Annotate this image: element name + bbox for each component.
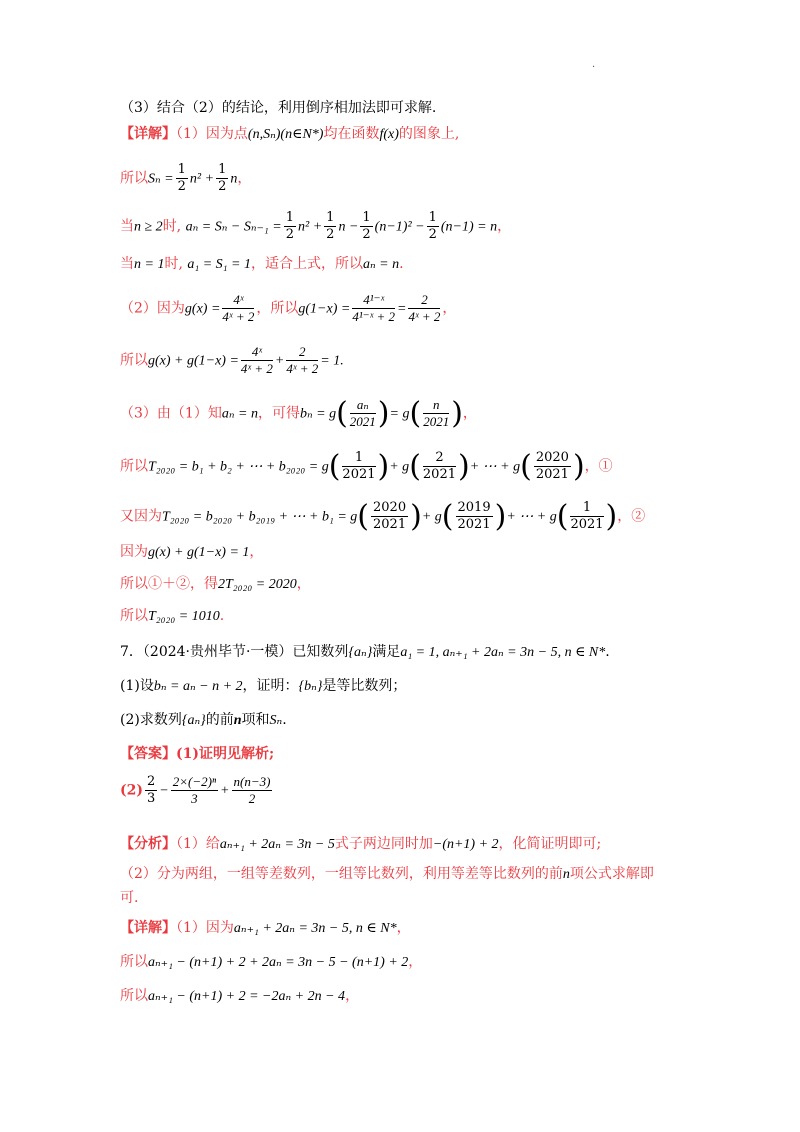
math: aₙ₊₁ + 2aₙ = 3n − 5 [219, 837, 335, 852]
math: Sₙ [269, 713, 283, 728]
detail2-line-1 [120, 918, 411, 939]
paren: ( [336, 395, 348, 431]
text: 项公式求解即 [569, 866, 654, 882]
question-7-part-1 [120, 676, 406, 697]
analysis-line-1 [120, 834, 601, 855]
math: + ⋯ + g [506, 509, 557, 525]
text: . [605, 644, 610, 660]
text: ，证明： [242, 678, 299, 694]
math: = g [389, 406, 410, 422]
denominator: 2021 [349, 414, 376, 429]
paren: ) [451, 395, 463, 431]
math: −(n+1) + 2 [432, 837, 499, 852]
paren: ) [410, 498, 422, 534]
fraction [360, 210, 372, 243]
text: . [282, 712, 287, 728]
text: 所以 [120, 352, 148, 369]
detail-line-10 [120, 542, 263, 563]
text: 所以 [120, 608, 148, 624]
denominator: 2021 [373, 517, 407, 532]
denominator: 4ˣ + 2 [408, 309, 441, 324]
paren: ( [409, 448, 421, 484]
text: ， [249, 544, 264, 560]
detail-line-9 [120, 500, 645, 533]
text: 当 [120, 218, 134, 235]
math: {bₙ} [298, 679, 323, 694]
math: (n−1)² − [374, 219, 425, 235]
detail-tag: 【详解】 [120, 920, 176, 936]
math: + g [421, 509, 442, 525]
fraction [427, 210, 439, 243]
denominator: 2 [177, 179, 186, 194]
numerator: aₙ [350, 397, 376, 414]
text: ， [296, 576, 311, 592]
analysis-line-3 [120, 888, 138, 908]
text: 项和 [241, 712, 270, 728]
text: 又因为 [120, 508, 162, 525]
fraction [570, 500, 603, 533]
math: T₂₀₂₀ = b₁ + b₂ + ⋯ + b₂₀₂₀ = g [148, 459, 329, 475]
math: n² + [298, 219, 323, 235]
math: T₂₀₂₀ = 1010 [148, 609, 220, 624]
numerator: 1 [218, 162, 227, 177]
numerator: 4ˣ [222, 292, 254, 309]
denominator: 2021 [457, 517, 491, 532]
text: 所以 [120, 170, 148, 187]
text: ，① [584, 458, 613, 475]
paren: ) [377, 448, 390, 484]
question-7 [120, 642, 610, 663]
fraction [222, 292, 254, 325]
math: bₙ = g [299, 406, 337, 422]
analysis-tag: 【分析】 [120, 836, 176, 852]
question-7-part-2 [120, 710, 287, 731]
detail-line-3 [120, 210, 511, 243]
text: （1）因为点 [176, 126, 248, 142]
fraction [352, 292, 395, 325]
math: a₁ = 1, aₙ₊₁ + 2aₙ = 3n − 5, n ∈ N* [400, 645, 606, 660]
text: 所以 [120, 988, 148, 1004]
numerator: 2020 [373, 500, 407, 515]
fraction [171, 774, 218, 807]
numerator: 1 [285, 210, 294, 225]
paren: ( [328, 448, 341, 484]
paren: ) [377, 395, 390, 431]
text: . [219, 608, 225, 624]
numerator: 2019 [457, 500, 491, 515]
math: aₙ₊₁ − (n+1) + 2 = −2aₙ + 2n − 4 [148, 989, 346, 1004]
text: 所以 [120, 954, 148, 970]
math: aₙ₊₁ − (n+1) + 2 + 2aₙ = 3n − 5 − (n+1) + 2 [148, 955, 409, 970]
text: （3）由（1）知 [120, 405, 222, 422]
math: n ≥ 2 [134, 219, 163, 235]
paren: ) [605, 498, 618, 534]
math: aₙ₊₁ + 2aₙ = 3n − 5, n ∈ N* [233, 921, 397, 936]
paren: ) [494, 498, 507, 534]
numerator: 1 [326, 210, 335, 225]
fraction [350, 397, 376, 430]
text: 当 [120, 256, 134, 272]
numerator: 2 [423, 450, 456, 467]
detail-line-6 [120, 344, 344, 377]
numerator: 4ˣ [241, 344, 273, 361]
detail-line-1 [120, 124, 459, 145]
text: (2)求数列 [120, 712, 182, 728]
numerator: 2×(−2)ⁿ [172, 774, 217, 789]
math: + [274, 353, 285, 369]
numerator: 4¹⁻ˣ [352, 292, 395, 309]
fraction [456, 500, 493, 533]
math: f(x) [379, 127, 399, 142]
text: ， [497, 218, 512, 235]
denominator: 4ˣ + 2 [222, 309, 255, 324]
text: 满足 [372, 644, 401, 660]
text: ， [408, 954, 423, 970]
numerator: 2 [147, 774, 156, 789]
denominator: 2 [428, 227, 437, 242]
fraction [232, 774, 273, 807]
math: {aₙ} [348, 645, 373, 660]
math: g(x) + g(1−x) = 1 [148, 545, 250, 560]
math: g(x) = [184, 301, 221, 317]
text: (2) [120, 782, 143, 799]
math: n [562, 867, 570, 882]
text: （2）因为 [120, 300, 185, 317]
denominator: 2021 [570, 517, 604, 532]
detail-line-11 [120, 574, 311, 595]
text: 所以①＋②，得 [120, 576, 218, 592]
text: ，② [617, 508, 646, 525]
fraction [534, 450, 571, 483]
fraction [408, 292, 440, 325]
math: + g [389, 459, 410, 475]
math: n = 1 [134, 257, 165, 272]
text: ， [396, 920, 411, 936]
fraction [423, 450, 456, 483]
fraction [286, 344, 318, 377]
text: （2）分为两组，一组等差数列，一组等比数列，利用等差等比数列的前 [120, 866, 563, 882]
denominator: 2 [362, 227, 371, 242]
numerator: 1 [177, 162, 186, 177]
text: （1）因为 [176, 920, 234, 936]
text: 因为 [120, 544, 148, 560]
fraction [241, 344, 273, 377]
numerator: 2020 [535, 450, 569, 465]
analysis-step-3: （3）结合（2）的结论，利用倒序相加法即可求解. [120, 100, 437, 116]
numerator: n(n−3) [233, 774, 271, 789]
math: aₙ = Sₙ − Sₙ₋₁ = [185, 219, 282, 235]
detail2-line-2 [120, 952, 422, 973]
numerator: 1 [362, 210, 371, 225]
text: 式子两边同时加 [334, 836, 433, 852]
math: aₙ = n [363, 257, 400, 272]
text: (1)设 [120, 678, 154, 694]
text: 时, [162, 218, 182, 235]
math: = 1. [320, 353, 344, 369]
paren: ( [409, 395, 422, 431]
detail-line-2 [120, 162, 251, 195]
denominator: 2021 [535, 467, 569, 482]
answer-line-2 [120, 774, 274, 807]
text: 时, [164, 256, 183, 272]
fraction [176, 162, 188, 195]
math: g(1−x) = [298, 301, 351, 317]
detail-line-7 [120, 397, 477, 430]
text: (1)证明见解析; [176, 746, 275, 762]
text: 是等比数列； [322, 678, 407, 694]
math: a₁ = S₁ = 1 [187, 257, 251, 272]
denominator: 3 [147, 791, 156, 806]
denominator: 3 [191, 791, 198, 806]
text: ，化简证明即可; [498, 836, 602, 852]
math: (n−1) = n [440, 219, 498, 235]
detail-line-8 [120, 450, 613, 483]
text: （1）给 [176, 836, 220, 852]
math: n² + [189, 171, 215, 187]
denominator: 4ˣ + 2 [240, 361, 273, 376]
math: − [159, 783, 169, 799]
text: 7．（2024·贵州毕节·一模）已知数列 [120, 644, 349, 660]
fraction [145, 774, 157, 807]
paren: ( [441, 498, 454, 534]
math: (n,Sₙ)(n∈N*) [247, 127, 324, 142]
detail-tag: 【详解】 [120, 126, 176, 142]
fraction [284, 210, 296, 243]
paren: ) [572, 448, 585, 484]
denominator: 2 [326, 227, 335, 242]
math: n [233, 713, 242, 728]
denominator: 2021 [342, 467, 376, 482]
text: 均在函数 [323, 126, 380, 142]
detail-line-5 [120, 292, 456, 325]
math: aₙ = n [221, 406, 258, 422]
text: . [399, 256, 404, 272]
denominator: 2 [248, 791, 256, 806]
text: ， [345, 988, 360, 1004]
paren: ( [357, 498, 370, 534]
fraction [216, 162, 228, 195]
math: + [220, 783, 230, 799]
denominator: 2021 [422, 467, 456, 482]
answer-line-1 [120, 744, 274, 764]
numerator: 1 [428, 210, 437, 225]
math: + ⋯ + g [469, 459, 521, 475]
denominator: 2 [218, 179, 227, 194]
text: 所以 [120, 458, 148, 475]
text: 的图象上, [398, 126, 460, 142]
denominator: 2 [285, 227, 294, 242]
denominator: 2021 [423, 414, 450, 429]
numerator: 1 [570, 500, 603, 517]
math: n − [338, 219, 359, 235]
text: 可. [120, 890, 139, 906]
math: {aₙ} [181, 713, 206, 728]
text: ， [462, 405, 477, 422]
detail-line-4 [120, 254, 404, 275]
answer-tag: 【答案】 [120, 746, 176, 762]
math: n [230, 171, 238, 187]
denominator: 4¹⁻ˣ + 2 [352, 309, 396, 324]
numerator: 1 [342, 450, 375, 467]
fraction [371, 500, 408, 533]
math: = [397, 301, 407, 317]
text: 的前 [205, 712, 234, 728]
math: 2T₂₀₂₀ = 2020 [218, 577, 297, 592]
paren: ( [556, 498, 569, 534]
text: ，适合上式，所以 [251, 256, 363, 272]
text: ，所以 [256, 300, 299, 317]
analysis-line-2 [120, 864, 654, 885]
fraction [324, 210, 336, 243]
math: T₂₀₂₀ = b₂₀₂₀ + b₂₀₁₉ + ⋯ + b₁ = g [162, 509, 358, 525]
text: ， [237, 170, 252, 187]
numerator: 2 [408, 292, 440, 309]
math: g(x) + g(1−x) = [148, 353, 239, 369]
detail2-line-3 [120, 986, 359, 1007]
math: bₙ = aₙ − n + 2 [153, 679, 243, 694]
numerator: n [423, 397, 449, 414]
fraction [342, 450, 375, 483]
paren: ( [520, 448, 532, 484]
detail-line-12 [120, 606, 224, 627]
text: ， [442, 300, 457, 317]
fraction [423, 397, 449, 430]
denominator: 4ˣ + 2 [286, 361, 319, 376]
text: ，可得 [257, 405, 300, 422]
numerator: 2 [286, 344, 318, 361]
math: Sₙ = [148, 171, 174, 187]
page-mark: · [592, 62, 596, 73]
paren: ) [458, 448, 470, 484]
